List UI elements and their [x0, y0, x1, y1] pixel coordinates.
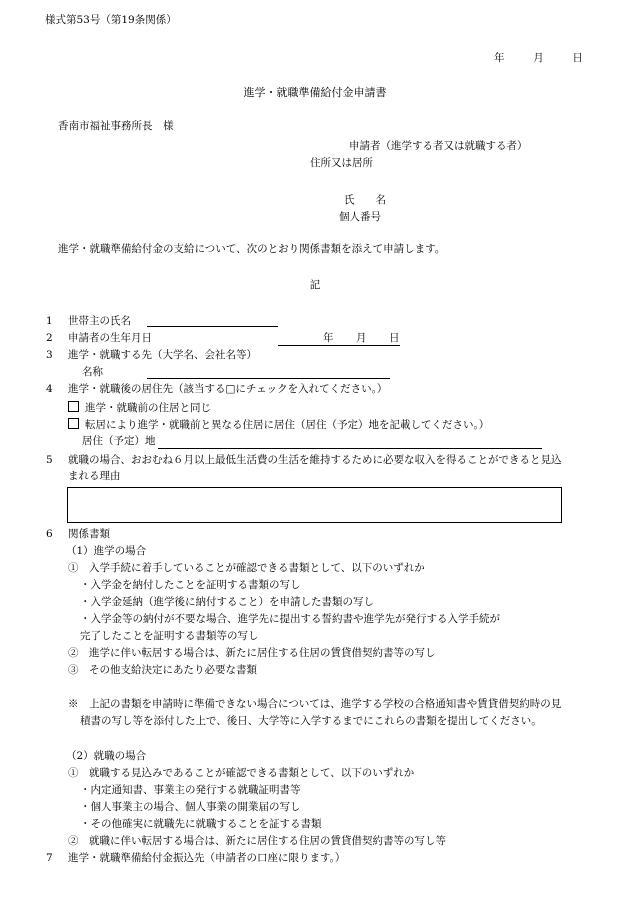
employment-doc-2: ② 就職に伴い転居する場合は、新たに居住する住居の賃貸借契約書等の写し等: [68, 835, 446, 847]
employment-doc-1a: ・内定通知書、事業主の発行する就職証明書等: [80, 784, 301, 796]
item-3-number: 3: [46, 349, 53, 361]
enrollment-doc-1c-line1: ・入学金等の納付が不要な場合、進学先に提出する誓約書や進学先が発行する入学手続が: [80, 613, 500, 625]
option-move-label: 転居により進学・就職前と異なる住居に居住（居住（予定）地を記載してください。）: [85, 419, 490, 431]
address-label: 住所又は居所: [310, 157, 373, 169]
destination-name-field[interactable]: [147, 378, 390, 379]
checkbox-move-residence[interactable]: [68, 418, 79, 429]
planned-residence-field[interactable]: [158, 448, 542, 449]
item-7-label: 進学・就職準備給付金振込先（申請者の口座に限ります。）: [68, 852, 346, 864]
item-1-label: 世帯主の氏名: [68, 315, 131, 327]
employment-doc-1: ① 就職する見込みであることが確認できる書類として、以下のいずれか: [68, 767, 415, 779]
enrollment-doc-3: ③ その他支給決定にあたり必要な書類: [68, 664, 257, 676]
item-3-label: 進学・就職する先（大学名、会社名等）: [68, 349, 257, 361]
item-2-number: 2: [46, 332, 53, 344]
enrollment-doc-1c-line2: 完了したことを証明する書類等の写し: [80, 630, 259, 642]
enrollment-doc-1: ① 入学手続に着手していることが確認できる書類として、以下のいずれか: [68, 562, 425, 574]
employment-doc-1b: ・個人事業主の場合、個人事業の開業届の写し: [80, 801, 301, 813]
planned-residence-label: 居住（予定）地: [82, 435, 156, 447]
my-number-label: 個人番号: [339, 211, 381, 223]
destination-name-label: 名称: [82, 366, 103, 378]
residence-option-move[interactable]: [68, 418, 489, 433]
item-5-number: 5: [46, 454, 53, 466]
enrollment-doc-2: ② 進学に伴い転居する場合は、新たに居住する住居の賃貸借契約書等の写し: [68, 647, 436, 659]
name-label: 氏 名: [344, 194, 386, 206]
applicant-label: 申請者（進学する者又は就職する者）: [349, 140, 528, 152]
item-7-number: 7: [46, 852, 53, 864]
ki-heading: 記: [309, 279, 321, 291]
item-5-label-line2: まれる理由: [68, 470, 121, 482]
birth-day: 日: [389, 332, 400, 344]
item-2-label: 申請者の生年月日: [68, 332, 152, 344]
document-title: 進学・就職準備給付金申請書: [243, 86, 387, 99]
date-year: 年: [494, 52, 505, 64]
application-date: [494, 52, 583, 66]
householder-name-field[interactable]: [147, 326, 278, 327]
birth-month: 月: [356, 332, 367, 344]
checkbox-same-residence[interactable]: [68, 401, 79, 412]
birthdate-field[interactable]: [278, 345, 400, 346]
section-employment: （2）就職の場合: [66, 750, 147, 762]
enrollment-doc-1a: ・入学金を納付したことを証明する書類の写し: [80, 579, 301, 591]
enrollment-doc-1b: ・入学金延納（進学後に納付すること）を申請した書類の写し: [80, 596, 374, 608]
addressee: 香南市福祉事務所長 様: [58, 120, 174, 132]
employment-doc-1c: ・その他確実に就職先に就職することを証する書類: [80, 818, 322, 830]
item-4-label: 進学・就職後の居住先（該当する□にチェックを入れてください。）: [68, 383, 388, 395]
item-4-number: 4: [46, 383, 53, 395]
item-6-label: 関係書類: [68, 528, 110, 540]
birth-year: 年: [323, 332, 334, 344]
item-6-number: 6: [46, 528, 53, 540]
note-line1: ※ 上記の書類を申請時に準備できない場合については、進学する学校の合格通知書や賃貸借契約時の見: [68, 698, 562, 710]
date-month: 月: [533, 52, 544, 64]
item-1-number: 1: [46, 315, 53, 327]
residence-option-same[interactable]: [68, 401, 211, 416]
form-number: 様式第53号（第19条関係）: [45, 14, 177, 26]
option-same-label: 進学・就職前の住居と同じ: [85, 402, 211, 414]
income-reason-box[interactable]: [67, 487, 562, 523]
item-5-label-line1: 就職の場合、おおむね６月以上最低生活費の生活を維持するために必要な収入を得ることができると見込: [68, 454, 562, 466]
date-day: 日: [572, 52, 583, 64]
note-line2: 積書の写し等を添付した上で、後日、大学等に入学するまでにこれらの書類を提出してください。: [80, 715, 542, 727]
intro-text: 進学・就職準備給付金の支給について、次のとおり関係書類を添えて申請します。: [58, 243, 446, 255]
section-enrollment: （1）進学の場合: [66, 545, 147, 557]
